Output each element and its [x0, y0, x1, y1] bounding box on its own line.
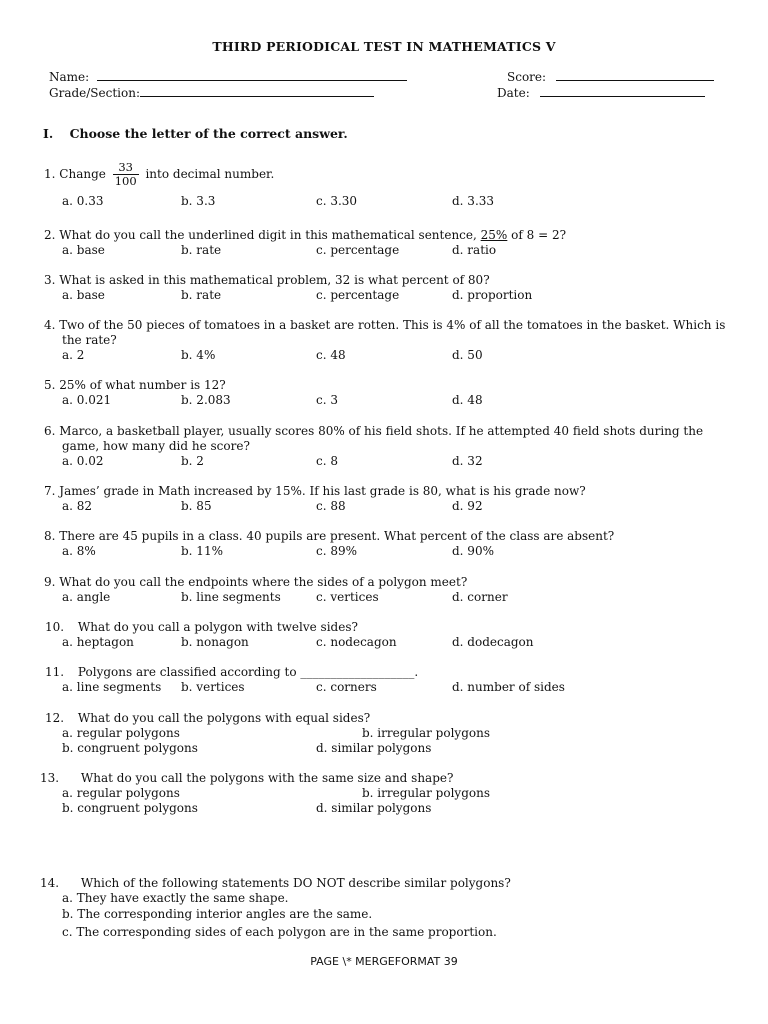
question-text: James’ grade in Math increased by 15%. If his last grade is 80, what is his grade now?: [59, 484, 586, 498]
question-number: 1.: [44, 167, 56, 181]
question-text: Polygons are classified according to ___________________.: [77, 665, 419, 679]
choice[interactable]: c. percentage: [316, 288, 400, 302]
question-text: What do you call the polygons with the same size and shape?: [80, 771, 454, 785]
question-text: Change: [59, 167, 106, 181]
choice[interactable]: b. 4%: [181, 348, 216, 362]
choice[interactable]: b. 85: [181, 499, 212, 513]
question-text: of 8 = 2?: [511, 228, 567, 242]
date-field: [497, 85, 705, 100]
choice[interactable]: c. 3.30: [316, 194, 358, 208]
choice[interactable]: c. The corresponding sides of each polygon are in the same proportion.: [62, 925, 497, 939]
date-line: [540, 85, 705, 97]
question-3: [44, 273, 490, 288]
question-number: 2.: [44, 228, 56, 242]
question-text: Marco, a basketball player, usually scores 80% of his field shots. If he attempted 40 field shots during the: [59, 424, 704, 438]
score-field: [507, 69, 714, 84]
question-number: 14.: [40, 876, 60, 890]
choice[interactable]: d. corner: [452, 590, 508, 604]
question-number: 8.: [44, 529, 56, 543]
question-6: [44, 424, 703, 439]
choice[interactable]: a. angle: [62, 590, 111, 604]
question-7: [44, 484, 586, 499]
grade-section-field: [49, 85, 374, 100]
fraction: [113, 161, 139, 188]
choice[interactable]: a. 0.02: [62, 454, 104, 468]
choice[interactable]: a. 8%: [62, 544, 96, 558]
score-line: [556, 69, 714, 81]
choice[interactable]: b. line segments: [181, 590, 281, 604]
name-field: [49, 69, 407, 84]
choice[interactable]: a. 82: [62, 499, 93, 513]
choice[interactable]: b. rate: [181, 288, 222, 302]
choice[interactable]: d. 90%: [452, 544, 494, 558]
question-text: What do you call a polygon with twelve sides?: [77, 620, 358, 634]
question-13: [40, 771, 453, 786]
choice[interactable]: d. similar polygons: [316, 741, 432, 755]
section-heading: [43, 126, 348, 141]
test-title: THIRD PERIODICAL TEST IN MATHEMATICS V: [212, 39, 556, 54]
choice[interactable]: c. vertices: [316, 590, 379, 604]
choice[interactable]: d. dodecagon: [452, 635, 534, 649]
choice[interactable]: b. irregular polygons: [362, 786, 490, 800]
question-number: 11.: [45, 665, 65, 679]
choice[interactable]: b. 2.083: [181, 393, 231, 407]
choice[interactable]: d. 50: [452, 348, 483, 362]
choice[interactable]: d. 92: [452, 499, 483, 513]
choice[interactable]: b. The corresponding interior angles are the same.: [62, 907, 373, 921]
question-text: 25% of what number is 12?: [59, 378, 226, 392]
question-9: [44, 575, 467, 590]
question-text: into decimal number.: [145, 167, 275, 181]
choice[interactable]: a. heptagon: [62, 635, 134, 649]
question-number: 6.: [44, 424, 56, 438]
question-1: [44, 161, 274, 188]
choice[interactable]: b. 3.3: [181, 194, 216, 208]
score-label: Score:: [507, 70, 547, 84]
name-line: [97, 69, 407, 81]
choice[interactable]: c. 48: [316, 348, 346, 362]
choice[interactable]: d. 48: [452, 393, 483, 407]
section-instruction: Choose the letter of the correct answer.: [69, 126, 348, 141]
question-number: 3.: [44, 273, 56, 287]
question-text-continued: the rate?: [62, 333, 117, 347]
question-number: 10.: [45, 620, 65, 634]
fraction-numerator: 33: [113, 161, 139, 175]
question-10: [45, 620, 358, 635]
question-text: Two of the 50 pieces of tomatoes in a basket are rotten. This is 4% of all the tomatoes in the basket. Which is: [59, 318, 726, 332]
question-text-continued: game, how many did he score?: [62, 439, 250, 453]
choice[interactable]: b. congruent polygons: [62, 801, 198, 815]
choice[interactable]: b. vertices: [181, 680, 245, 694]
grade-section-label: Grade/Section:: [49, 86, 141, 100]
fraction-denominator: 100: [114, 174, 137, 188]
question-14: [40, 876, 511, 891]
choice[interactable]: d. proportion: [452, 288, 533, 302]
choice[interactable]: a. regular polygons: [62, 726, 180, 740]
question-12: [45, 711, 370, 726]
section-number: I.: [43, 126, 54, 141]
choice[interactable]: b. nonagon: [181, 635, 249, 649]
question-number: 12.: [45, 711, 65, 725]
choice[interactable]: a. 0.33: [62, 194, 104, 208]
choice[interactable]: d. 32: [452, 454, 483, 468]
choice[interactable]: d. similar polygons: [316, 801, 432, 815]
page-footer: PAGE \* MERGEFORMAT 39: [310, 955, 458, 968]
question-4: [44, 318, 725, 333]
question-8: [44, 529, 614, 544]
question-number: 7.: [44, 484, 56, 498]
choice[interactable]: b. 11%: [181, 544, 223, 558]
choice[interactable]: c. nodecagon: [316, 635, 397, 649]
question-2: [44, 228, 566, 243]
question-text: Which of the following statements DO NOT describe similar polygons?: [80, 876, 511, 890]
question-text: What do you call the underlined digit in this mathematical sentence,: [59, 228, 477, 242]
choice[interactable]: c. 88: [316, 499, 346, 513]
question-5: [44, 378, 226, 393]
choice[interactable]: a. line segments: [62, 680, 162, 694]
choice[interactable]: a. They have exactly the same shape.: [62, 891, 289, 905]
choice[interactable]: a. base: [62, 243, 105, 257]
choice[interactable]: c. 3: [316, 393, 338, 407]
question-text: What do you call the polygons with equal sides?: [77, 711, 371, 725]
choice[interactable]: c. corners: [316, 680, 377, 694]
question-text: What do you call the endpoints where the sides of a polygon meet?: [59, 575, 468, 589]
choice[interactable]: a. base: [62, 288, 105, 302]
choice[interactable]: a. regular polygons: [62, 786, 180, 800]
grade-section-line: [140, 85, 374, 97]
choice[interactable]: d. 3.33: [452, 194, 495, 208]
choice[interactable]: c. 8: [316, 454, 338, 468]
question-text: What is asked in this mathematical problem, 32 is what percent of 80?: [59, 273, 490, 287]
question-number: 13.: [40, 771, 60, 785]
choice[interactable]: b. rate: [181, 243, 222, 257]
question-text: There are 45 pupils in a class. 40 pupils are present. What percent of the class are absent?: [59, 529, 615, 543]
date-label: Date:: [497, 86, 530, 100]
question-number: 5.: [44, 378, 56, 392]
choice[interactable]: d. number of sides: [452, 680, 565, 694]
name-label: Name:: [49, 70, 90, 84]
choice[interactable]: c. 89%: [316, 544, 358, 558]
choice[interactable]: c. percentage: [316, 243, 400, 257]
choice[interactable]: b. irregular polygons: [362, 726, 490, 740]
choice[interactable]: d. ratio: [452, 243, 497, 257]
choice[interactable]: b. 2: [181, 454, 204, 468]
underlined-digit: 25%: [480, 228, 508, 242]
choice[interactable]: a. 2: [62, 348, 85, 362]
question-11: [45, 665, 418, 680]
question-number: 4.: [44, 318, 56, 332]
choice[interactable]: a. 0.021: [62, 393, 112, 407]
question-number: 9.: [44, 575, 56, 589]
choice[interactable]: b. congruent polygons: [62, 741, 198, 755]
